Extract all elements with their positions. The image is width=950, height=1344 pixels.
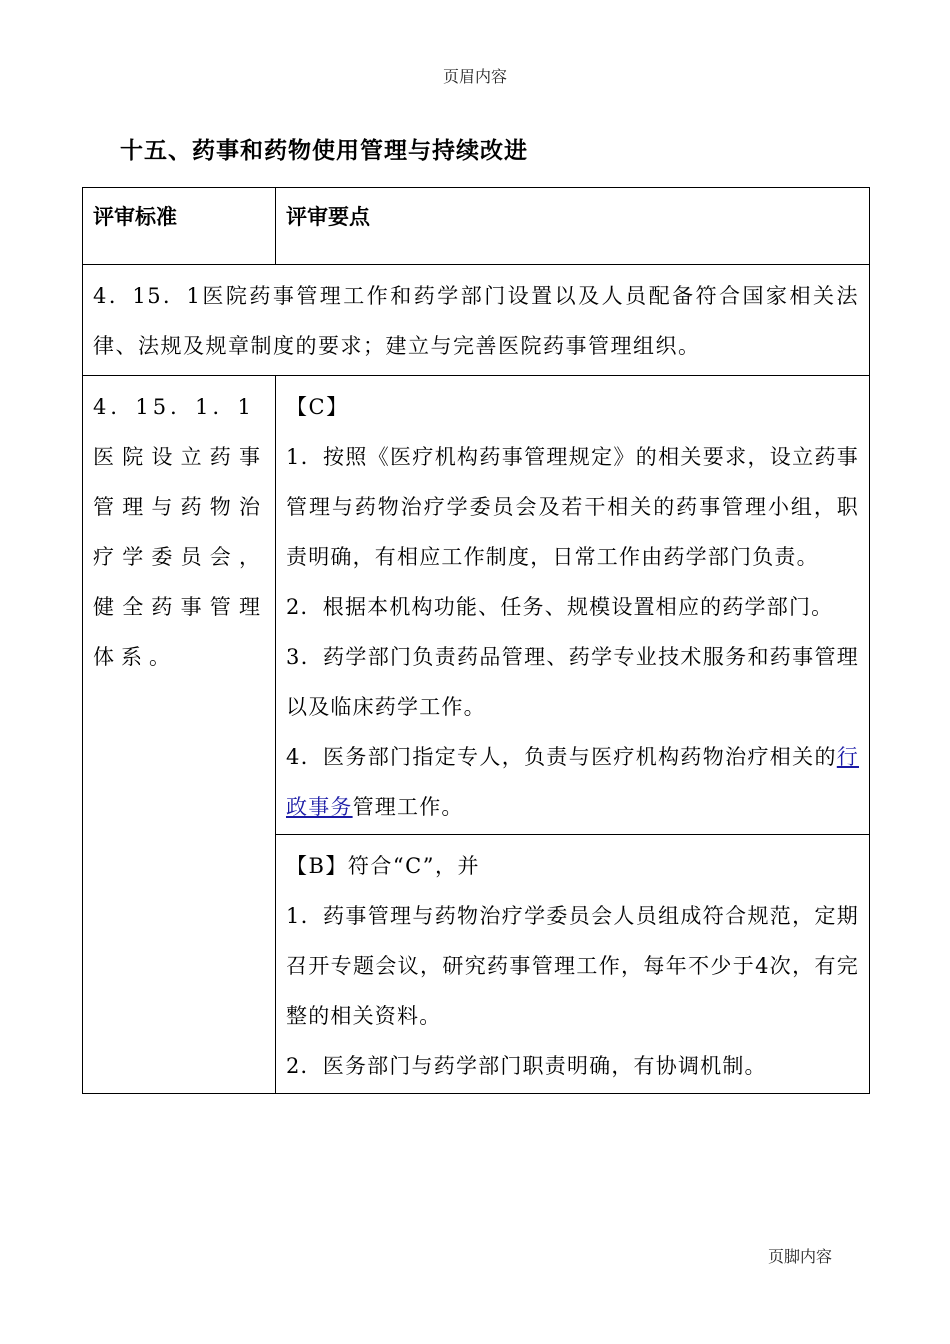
grade-c-heading: 【C】 (286, 395, 349, 419)
review-table (82, 187, 870, 1094)
grade-c-cell (276, 376, 870, 835)
page-header: 页眉内容 (442, 67, 507, 86)
standard-text: 医院设立药事管理与药物治疗学委员会，健全药事管理体系。 (93, 445, 267, 669)
section-title: 十五、药事和药物使用管理与持续改进 (120, 138, 528, 164)
grade-c-item-1: 1．按照《医疗机构药事管理规定》的相关要求，设立药事管理与药物治疗学委员会及若干相关的药事管理小组，职责明确，有相应工作制度，日常工作由药学部门负责。 (286, 445, 859, 569)
grade-b-cell (276, 835, 870, 1094)
overview-row (83, 265, 870, 376)
grade-c-item-2: 2．根据本机构功能、任务、规模设置相应的药学部门。 (286, 595, 834, 619)
grade-b-heading: 【B】符合“C”，并 (286, 854, 480, 878)
administrative-affairs-link[interactable]: 行政事务 (286, 745, 859, 819)
header-standard: 评审标准 (83, 188, 276, 265)
standard-cell (83, 376, 276, 1094)
grade-b-item-1: 1．药事管理与药物治疗学委员会人员组成符合规范，定期召开专题会议，研究药事管理工作，每年不少于4次，有完整的相关资料。 (286, 904, 859, 1028)
grade-c-item-3: 3．药学部门负责药品管理、药学专业技术服务和药事管理以及临床药学工作。 (286, 645, 859, 719)
standard-code: 4．15．1．1 (93, 395, 255, 419)
grade-c-item-4-prefix: 4．医务部门指定专人，负责与医疗机构药物治疗相关的 (286, 745, 837, 769)
overview-text: 4．15．1医院药事管理工作和药学部门设置以及人员配备符合国家相关法律、法规及规章制度的要求；建立与完善医院药事管理组织。 (83, 265, 870, 376)
grade-c-item-4 (286, 732, 859, 832)
table-header-row (83, 188, 870, 265)
grade-c-item-4-suffix: 管理工作。 (352, 795, 464, 819)
grade-b-item-2: 2．医务部门与药学部门职责明确，有协调机制。 (286, 1054, 767, 1078)
page-footer: 页脚内容 (768, 1247, 833, 1266)
standard-row-grade-c (83, 376, 870, 835)
header-key-points: 评审要点 (276, 188, 870, 265)
